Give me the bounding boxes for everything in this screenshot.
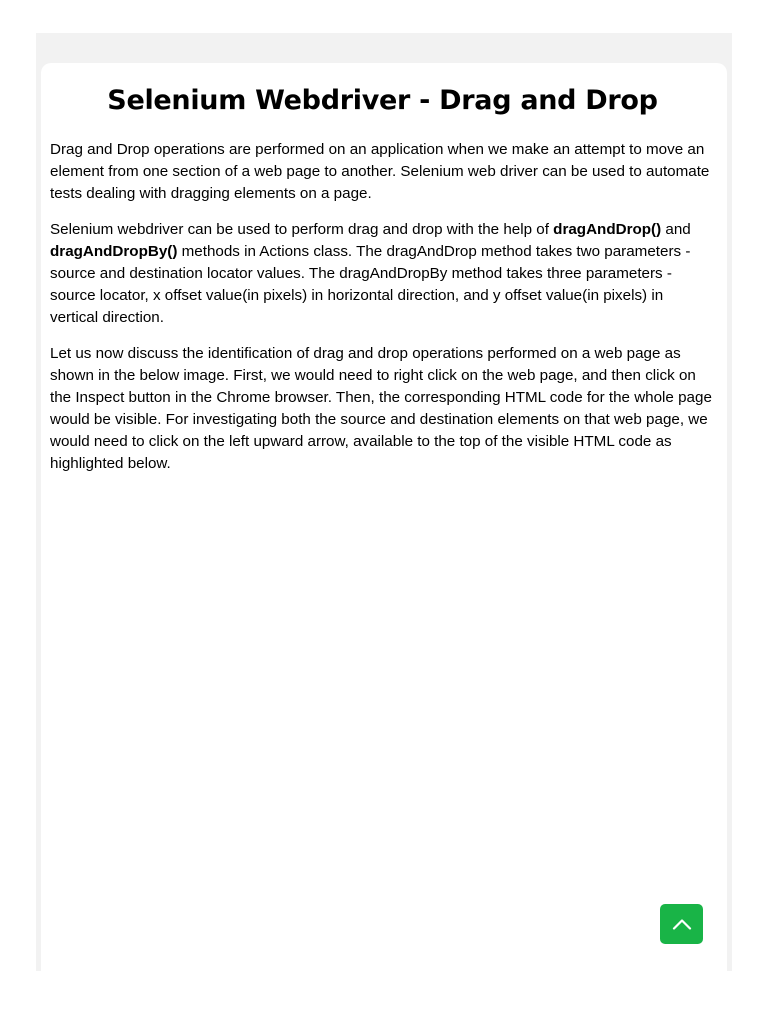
paragraph-identification: Let us now discuss the identification of drag and drop operations performed on a web page as shown in the below image. First, we would need to right click on the web page, and then click on the Inspect button in the Chrome browser. Then, the corresponding HTML code for the whole page would be visible. For investigating both the source and destination elements on that web page, we would need to click on the left upward arrow, available to the top of the visible HTML code as highlighted below.: [50, 345, 712, 472]
article-card: [41, 63, 727, 983]
method-drag-and-drop-by: dragAndDropBy(): [50, 243, 178, 260]
scroll-to-top-button[interactable]: [660, 904, 703, 944]
chevron-up-icon: [672, 918, 692, 930]
paragraph-methods-rest: methods in Actions class. The dragAndDrop method takes two parameters - source and destination locator values. The dragAndDropBy method takes three parameters - source locator, x offset value(in pixels) in horizontal direction, and y offset value(in pixels) in vertical direction.: [50, 243, 691, 326]
method-drag-and-drop: dragAndDrop(): [553, 221, 662, 238]
paragraph-methods: [50, 219, 715, 329]
paragraph-methods-and: and: [661, 221, 691, 238]
page-title: Selenium Webdriver - Drag and Drop: [107, 85, 658, 116]
paragraph-methods-intro: Selenium webdriver can be used to perform drag and drop with the help of: [50, 221, 554, 238]
paragraph-intro: Drag and Drop operations are performed on an application when we make an attempt to move an element from one section of a web page to another. Selenium web driver can be used to automate tests dealing with dragging elements on a page.: [50, 141, 710, 202]
